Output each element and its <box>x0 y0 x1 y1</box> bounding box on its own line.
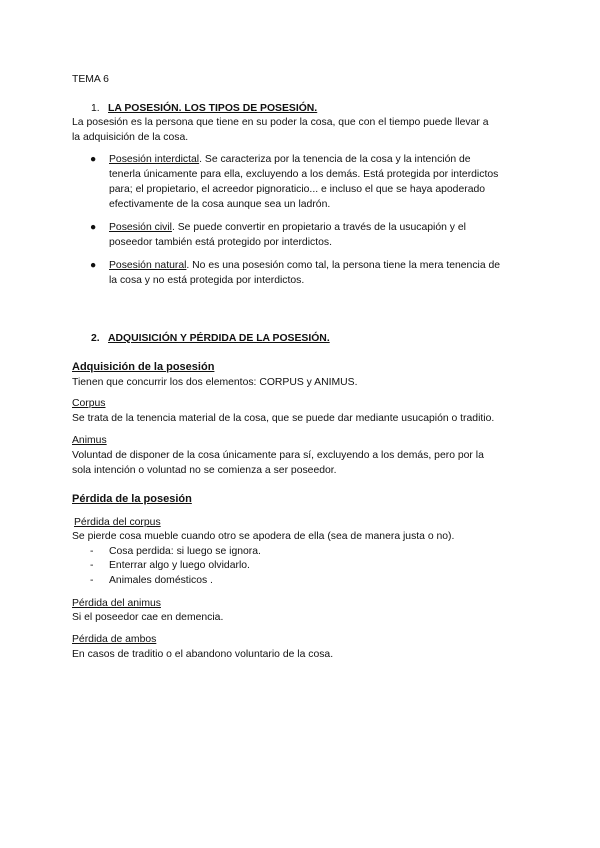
dash-icon: - <box>90 575 94 586</box>
bullet-icon: ● <box>90 154 97 165</box>
bullet-text: . Se puede convertir en propietario a través de la usucapión y el <box>171 222 466 233</box>
posesion-types-list <box>90 152 530 296</box>
section-1-title: LA POSESIÓN. LOS TIPOS DE POSESIÓN. <box>108 103 318 114</box>
section-1-intro-line-2: la adquisición de la cosa. <box>72 132 189 143</box>
bullet-text: tenerla únicamente para ella, excluyendo a los demás. Está protegida por interdictos <box>109 169 499 180</box>
tema-label: TEMA 6 <box>72 74 109 85</box>
bullet-term: Posesión natural <box>109 260 187 271</box>
animus-text-line-2: sola intención o voluntad no se comienza a ser poseedor. <box>72 465 337 476</box>
adquisicion-heading: Adquisición de la posesión <box>72 361 215 373</box>
section-2-number: 2. <box>91 333 100 344</box>
corpus-text: Se trata de la tenencia material de la cosa, que se puede dar mediante usucapión o traditio. <box>72 413 495 424</box>
section-1-intro-line-1: La posesión es la persona que tiene en su poder la cosa, que con el tiempo puede llevar a <box>72 117 489 128</box>
bullet-text: la cosa y no está protegida por interdictos. <box>109 275 305 286</box>
perdida-corpus-label: Pérdida del corpus <box>74 517 161 528</box>
animus-text-line-1: Voluntad de disponer de la cosa únicamente para sí, excluyendo a los demás, pero por la <box>72 450 484 461</box>
perdida-corpus-text: Se pierde cosa mueble cuando otro se apodera de ella (sea de manera justa o no). <box>72 531 455 542</box>
list-item <box>90 559 250 573</box>
perdida-animus-text: Si el poseedor cae en demencia. <box>72 612 224 623</box>
corpus-label: Corpus <box>72 398 106 409</box>
bullet-text: efectivamente de la cosa aunque sea un ladrón. <box>109 199 331 210</box>
section-2-title: ADQUISICIÓN Y PÉRDIDA DE LA POSESIÓN. <box>108 333 330 344</box>
perdida-animus-label: Pérdida del animus <box>72 598 161 609</box>
adquisicion-text: Tienen que concurrir los dos elementos: CORPUS y ANIMUS. <box>72 377 358 388</box>
bullet-text: . No es una posesión como tal, la persona tiene la mera tenencia de <box>186 260 501 271</box>
bullet-icon: ● <box>90 260 97 271</box>
list-item-text: Animales domésticos . <box>109 575 213 586</box>
bullet-text: poseedor también está protegido por interdictos. <box>109 237 332 248</box>
list-item <box>90 152 530 212</box>
section-1-heading <box>91 102 317 116</box>
dash-icon: - <box>90 546 94 557</box>
section-2-heading <box>91 332 330 346</box>
bullet-text: . Se caracteriza por la tenencia de la cosa y la intención de <box>199 154 471 165</box>
bullet-term: Posesión interdictal <box>109 154 200 165</box>
section-1-number: 1. <box>91 103 100 114</box>
perdida-ambos-label: Pérdida de ambos <box>72 634 157 645</box>
list-item <box>90 545 261 559</box>
bullet-text: para; el propietario, el acreedor pignoraticio... e incluso el que se haya apoderado <box>109 184 486 195</box>
list-item <box>90 574 213 588</box>
perdida-ambos-text: En casos de traditio o el abandono voluntario de la cosa. <box>72 649 334 660</box>
list-item <box>90 258 530 288</box>
dash-icon: - <box>90 560 94 571</box>
bullet-icon: ● <box>90 222 97 233</box>
list-item-text: Cosa perdida: si luego se ignora. <box>109 546 261 557</box>
list-item-text: Enterrar algo y luego olvidarlo. <box>109 560 250 571</box>
list-item <box>90 220 530 250</box>
bullet-term: Posesión civil <box>109 222 172 233</box>
perdida-heading: Pérdida de la posesión <box>72 493 192 505</box>
animus-label: Animus <box>72 435 107 446</box>
